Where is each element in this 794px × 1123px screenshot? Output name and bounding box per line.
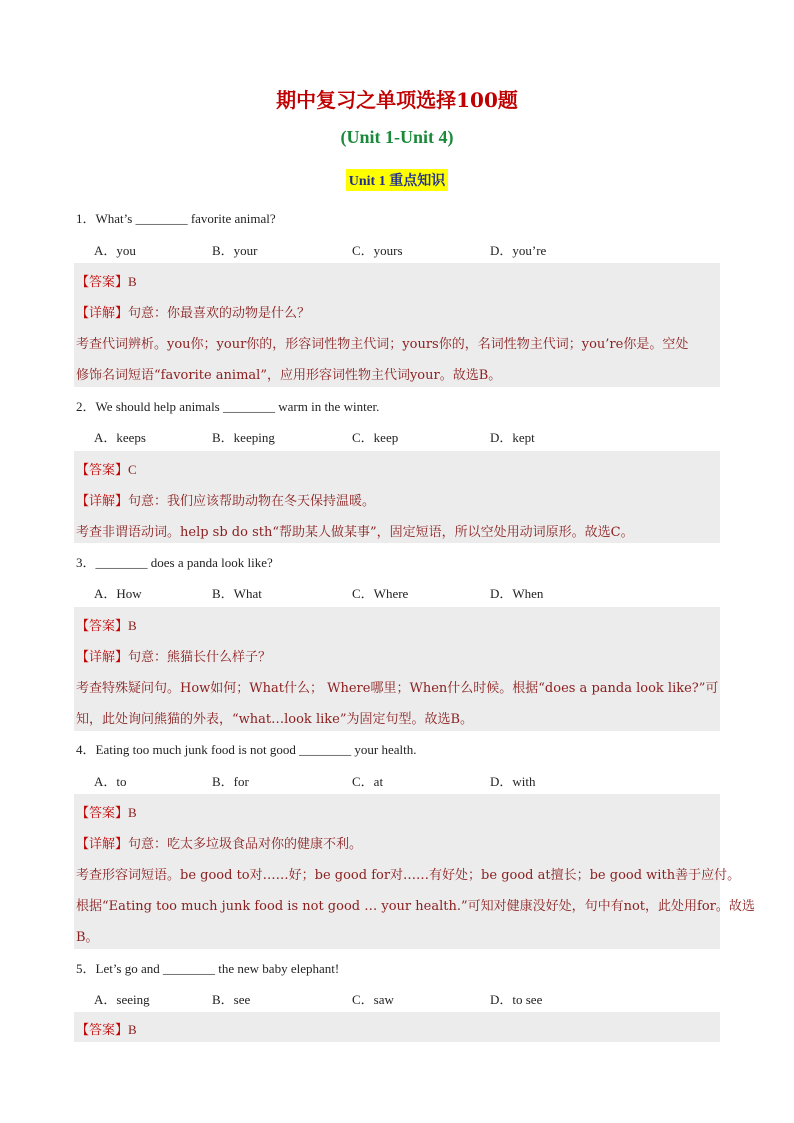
detail-label: 【详解】 <box>76 837 129 852</box>
answer-line <box>76 271 137 290</box>
question-2-stem: 2．We should help animals ________ warm in the winter. <box>76 399 380 414</box>
detail-line <box>76 490 375 509</box>
question-3-stem: 3．________ does a panda look like? <box>76 555 273 570</box>
answer-value: B <box>128 805 137 820</box>
answer-value: C <box>128 462 137 477</box>
answer-line <box>76 802 137 821</box>
detail-meaning: 句意：吃太多垃圾食品对你的健康不利。 <box>128 837 363 852</box>
detail-label: 【详解】 <box>76 650 129 665</box>
unit-heading: Unit 1 重点知识 <box>346 169 448 191</box>
option-d: D．to see <box>490 992 543 1007</box>
explanation-line: 考查非谓语动词。help sb do sth“帮助某人做某事”，固定短语，所以空处用动词原形。故选C。 <box>76 525 634 540</box>
answer-line <box>76 615 137 634</box>
explanation-line: 考查特殊疑问句。How如何；What什么； Where哪里；When什么时候。根据“does a panda look like?”可 <box>76 681 719 696</box>
option-b: B．What <box>212 586 262 601</box>
answer-value: B <box>128 1022 137 1037</box>
unit-heading-wrap <box>0 169 794 191</box>
detail-label: 【详解】 <box>76 306 129 321</box>
option-a: A．you <box>94 243 136 258</box>
question-4-stem: 4．Eating too much junk food is not good ________ your health. <box>76 742 417 757</box>
option-c: C．at <box>352 774 384 789</box>
explanation-line: 考查形容词短语。be good to对……好；be good for对……有好处；be good at擅长；be good with善于应付。 <box>76 868 741 883</box>
option-b: B．for <box>212 774 249 789</box>
detail-meaning: 句意：熊猫长什么样子？ <box>128 650 272 665</box>
answer-label: 【答案】 <box>76 806 129 821</box>
answer-line <box>76 459 137 478</box>
answer-value: B <box>128 618 137 633</box>
detail-meaning: 句意：我们应该帮助动物在冬天保持温暖。 <box>128 494 376 509</box>
detail-line <box>76 833 362 852</box>
detail-meaning: 句意：你最喜欢的动物是什么？ <box>128 306 311 321</box>
option-c: C．Where <box>352 586 409 601</box>
option-d: D．When <box>490 586 544 601</box>
option-b: B．your <box>212 243 258 258</box>
option-d: D．kept <box>490 430 535 445</box>
option-c: C．yours <box>352 243 403 258</box>
answer-box-5 <box>74 1012 720 1042</box>
question-1-stem: 1．What’s ________ favorite animal? <box>76 211 276 226</box>
answer-label: 【答案】 <box>76 619 129 634</box>
option-d: D．with <box>490 774 536 789</box>
answer-label: 【答案】 <box>76 275 129 290</box>
option-b: B．keeping <box>212 430 275 445</box>
answer-box-2 <box>74 451 720 543</box>
option-a: A．seeing <box>94 992 150 1007</box>
detail-line <box>76 646 271 665</box>
answer-box-1 <box>74 263 720 387</box>
explanation-line: 修饰名词短语“favorite animal”，应用形容词性物主代词your。故选B。 <box>76 368 502 383</box>
explanation-line: 知，此处询问熊猫的外表，“what…look like”为固定句型。故选B。 <box>76 712 474 727</box>
option-b: B．see <box>212 992 251 1007</box>
option-a: A．How <box>94 586 142 601</box>
answer-box-3 <box>74 607 720 731</box>
answer-label: 【答案】 <box>76 463 129 478</box>
explanation-line: 考查代词辨析。you你；your你的，形容词性物主代词；yours你的，名词性物主代词；you’re你是。空处 <box>76 337 689 352</box>
detail-label: 【详解】 <box>76 494 129 509</box>
option-d: D．you’re <box>490 243 547 258</box>
explanation-line: 根据“Eating too much junk food is not good … your health.”可知对健康没好处，句中有not，此处用for。故选 <box>76 899 755 914</box>
option-c: C．saw <box>352 992 394 1007</box>
answer-value: B <box>128 274 137 289</box>
option-a: A．keeps <box>94 430 146 445</box>
explanation-line: B。 <box>76 930 99 945</box>
page-title: 期中复习之单项选择100题 <box>276 88 518 112</box>
page-subtitle: (Unit 1-Unit 4) <box>340 127 454 147</box>
answer-label: 【答案】 <box>76 1023 129 1038</box>
option-c: C．keep <box>352 430 399 445</box>
detail-line <box>76 302 310 321</box>
question-5-stem: 5．Let’s go and ________ the new baby elephant! <box>76 961 340 976</box>
option-a: A．to <box>94 774 127 789</box>
answer-line <box>76 1019 137 1038</box>
answer-box-4 <box>74 794 755 949</box>
